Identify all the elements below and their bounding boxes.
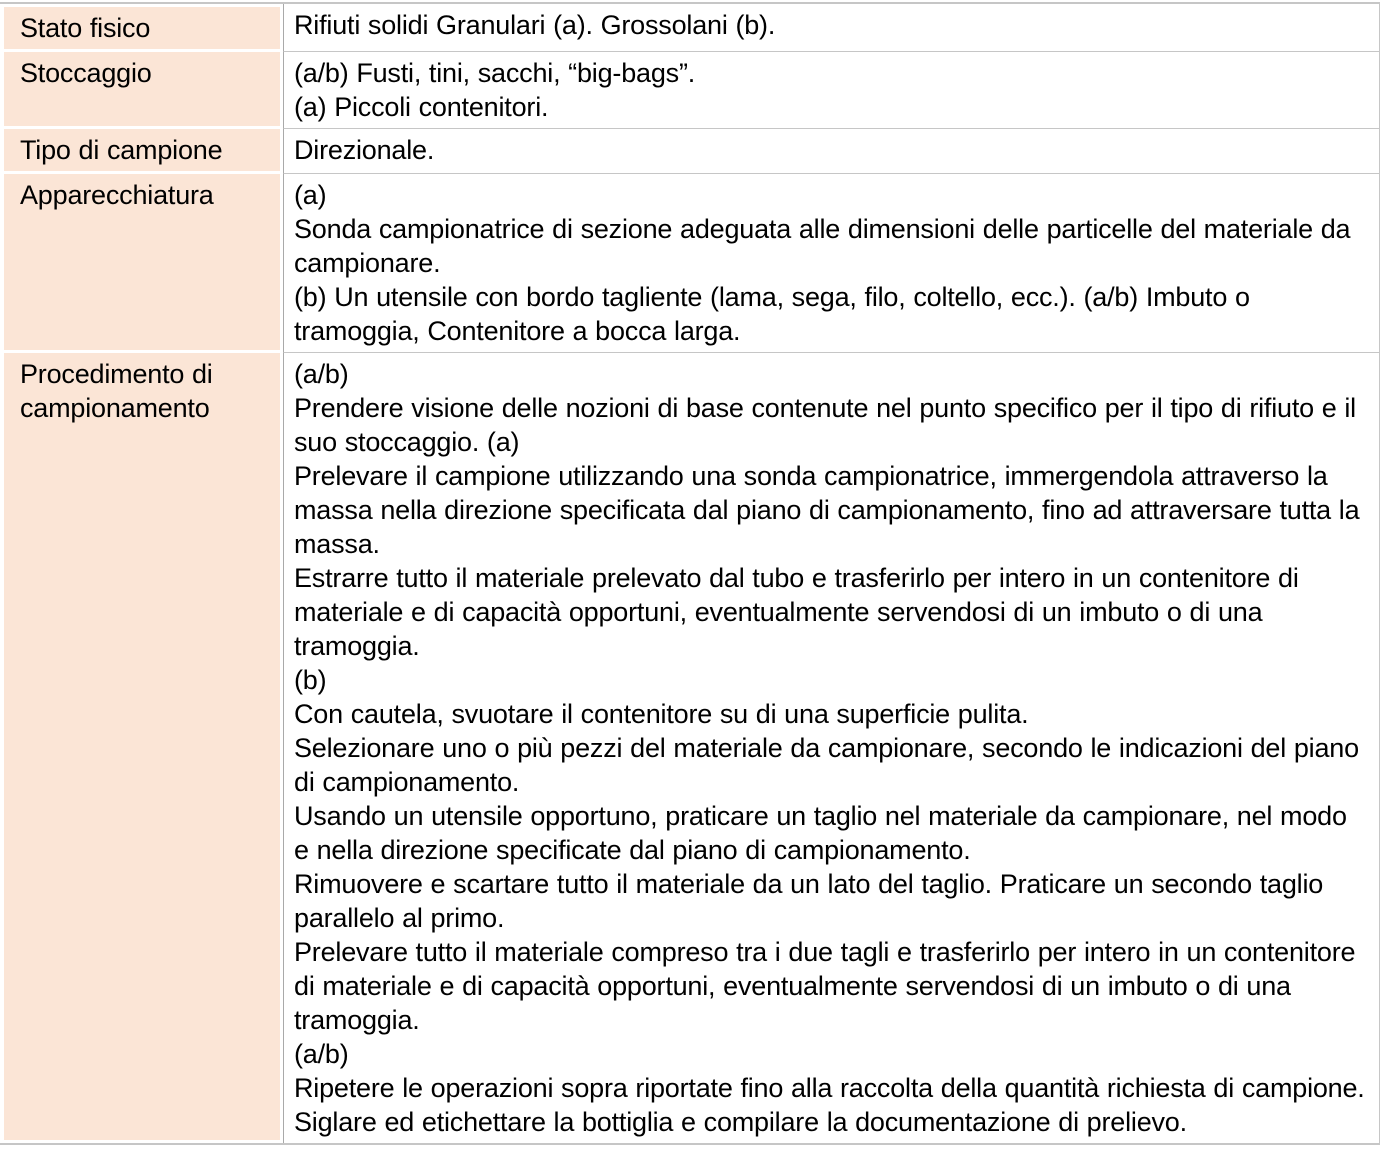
sampling-procedure-table — [0, 4, 1380, 1143]
cell-paragraph: Con cautela, svuotare il contenitore su di una superficie pulita. — [294, 699, 1029, 729]
row-content — [283, 174, 1380, 353]
table-row — [0, 174, 1380, 353]
cell-paragraph: Prendere visione delle nozioni di base contenute nel punto specifico per il tipo di rifiuto e il suo stoccaggio. (a) — [294, 393, 1356, 457]
row-label: Procedimento di campionamento — [0, 353, 283, 1143]
cell-paragraph: Prelevare tutto il materiale compreso tra i due tagli e trasferirlo per intero in un contenitore di materiale e di capacità opportuni, eventualmente servendosi di un imbuto o di una tramoggia. — [294, 937, 1356, 1035]
table-row — [0, 353, 1380, 1143]
sampling-procedure-table-wrap — [0, 2, 1380, 1145]
table-row — [0, 129, 1380, 174]
cell-paragraph: (a) Piccoli contenitori. — [294, 92, 549, 122]
row-label: Stoccaggio — [0, 52, 283, 129]
cell-paragraph: (a/b) — [294, 359, 349, 389]
row-label: Apparecchiatura — [0, 174, 283, 353]
cell-paragraph: (a/b) Fusti, tini, sacchi, “big-bags”. — [294, 58, 696, 88]
row-content — [283, 353, 1380, 1143]
row-content — [283, 52, 1380, 129]
table-row — [0, 4, 1380, 52]
row-content — [283, 4, 1380, 52]
row-content — [283, 129, 1380, 174]
cell-paragraph: Estrarre tutto il materiale prelevato dal tubo e trasferirlo per intero in un contenitore di materiale e di capacità opportuni, eventualmente servendosi di un imbuto o di una tramoggia. — [294, 563, 1299, 661]
cell-paragraph: (b) — [294, 665, 327, 695]
cell-paragraph: Prelevare il campione utilizzando una sonda campionatrice, immergendola attraverso la massa nella direzione specificata dal piano di campionamento, fino ad attraversare tutta la massa. — [294, 461, 1360, 559]
cell-paragraph: (a) — [294, 180, 327, 210]
cell-paragraph: Direzionale. — [294, 135, 435, 165]
cell-paragraph: Selezionare uno o più pezzi del materiale da campionare, secondo le indicazioni del piano di campionamento. — [294, 733, 1359, 797]
cell-paragraph: (a/b) — [294, 1039, 349, 1069]
table-row — [0, 52, 1380, 129]
cell-paragraph: Usando un utensile opportuno, praticare un taglio nel materiale da campionare, nel modo e nella direzione specificate dal piano di campionamento. — [294, 801, 1347, 865]
row-label: Stato fisico — [0, 4, 283, 52]
cell-paragraph: Sonda campionatrice di sezione adeguata alle dimensioni delle particelle del materiale da campionare. — [294, 214, 1351, 278]
cell-paragraph: Ripetere le operazioni sopra riportate fino alla raccolta della quantità richiesta di campione. Siglare ed etichettare la bottiglia e compilare la documentazione di prelievo. — [294, 1073, 1365, 1137]
cell-paragraph: Rimuovere e scartare tutto il materiale da un lato del taglio. Praticare un secondo taglio parallelo al primo. — [294, 869, 1324, 933]
row-label: Tipo di campione — [0, 129, 283, 174]
cell-paragraph: (b) Un utensile con bordo tagliente (lama, sega, filo, coltello, ecc.). (a/b) Imbuto o tramoggia, Contenitore a bocca larga. — [294, 282, 1250, 346]
cell-paragraph: Rifiuti solidi Granulari (a). Grossolani (b). — [294, 10, 776, 40]
